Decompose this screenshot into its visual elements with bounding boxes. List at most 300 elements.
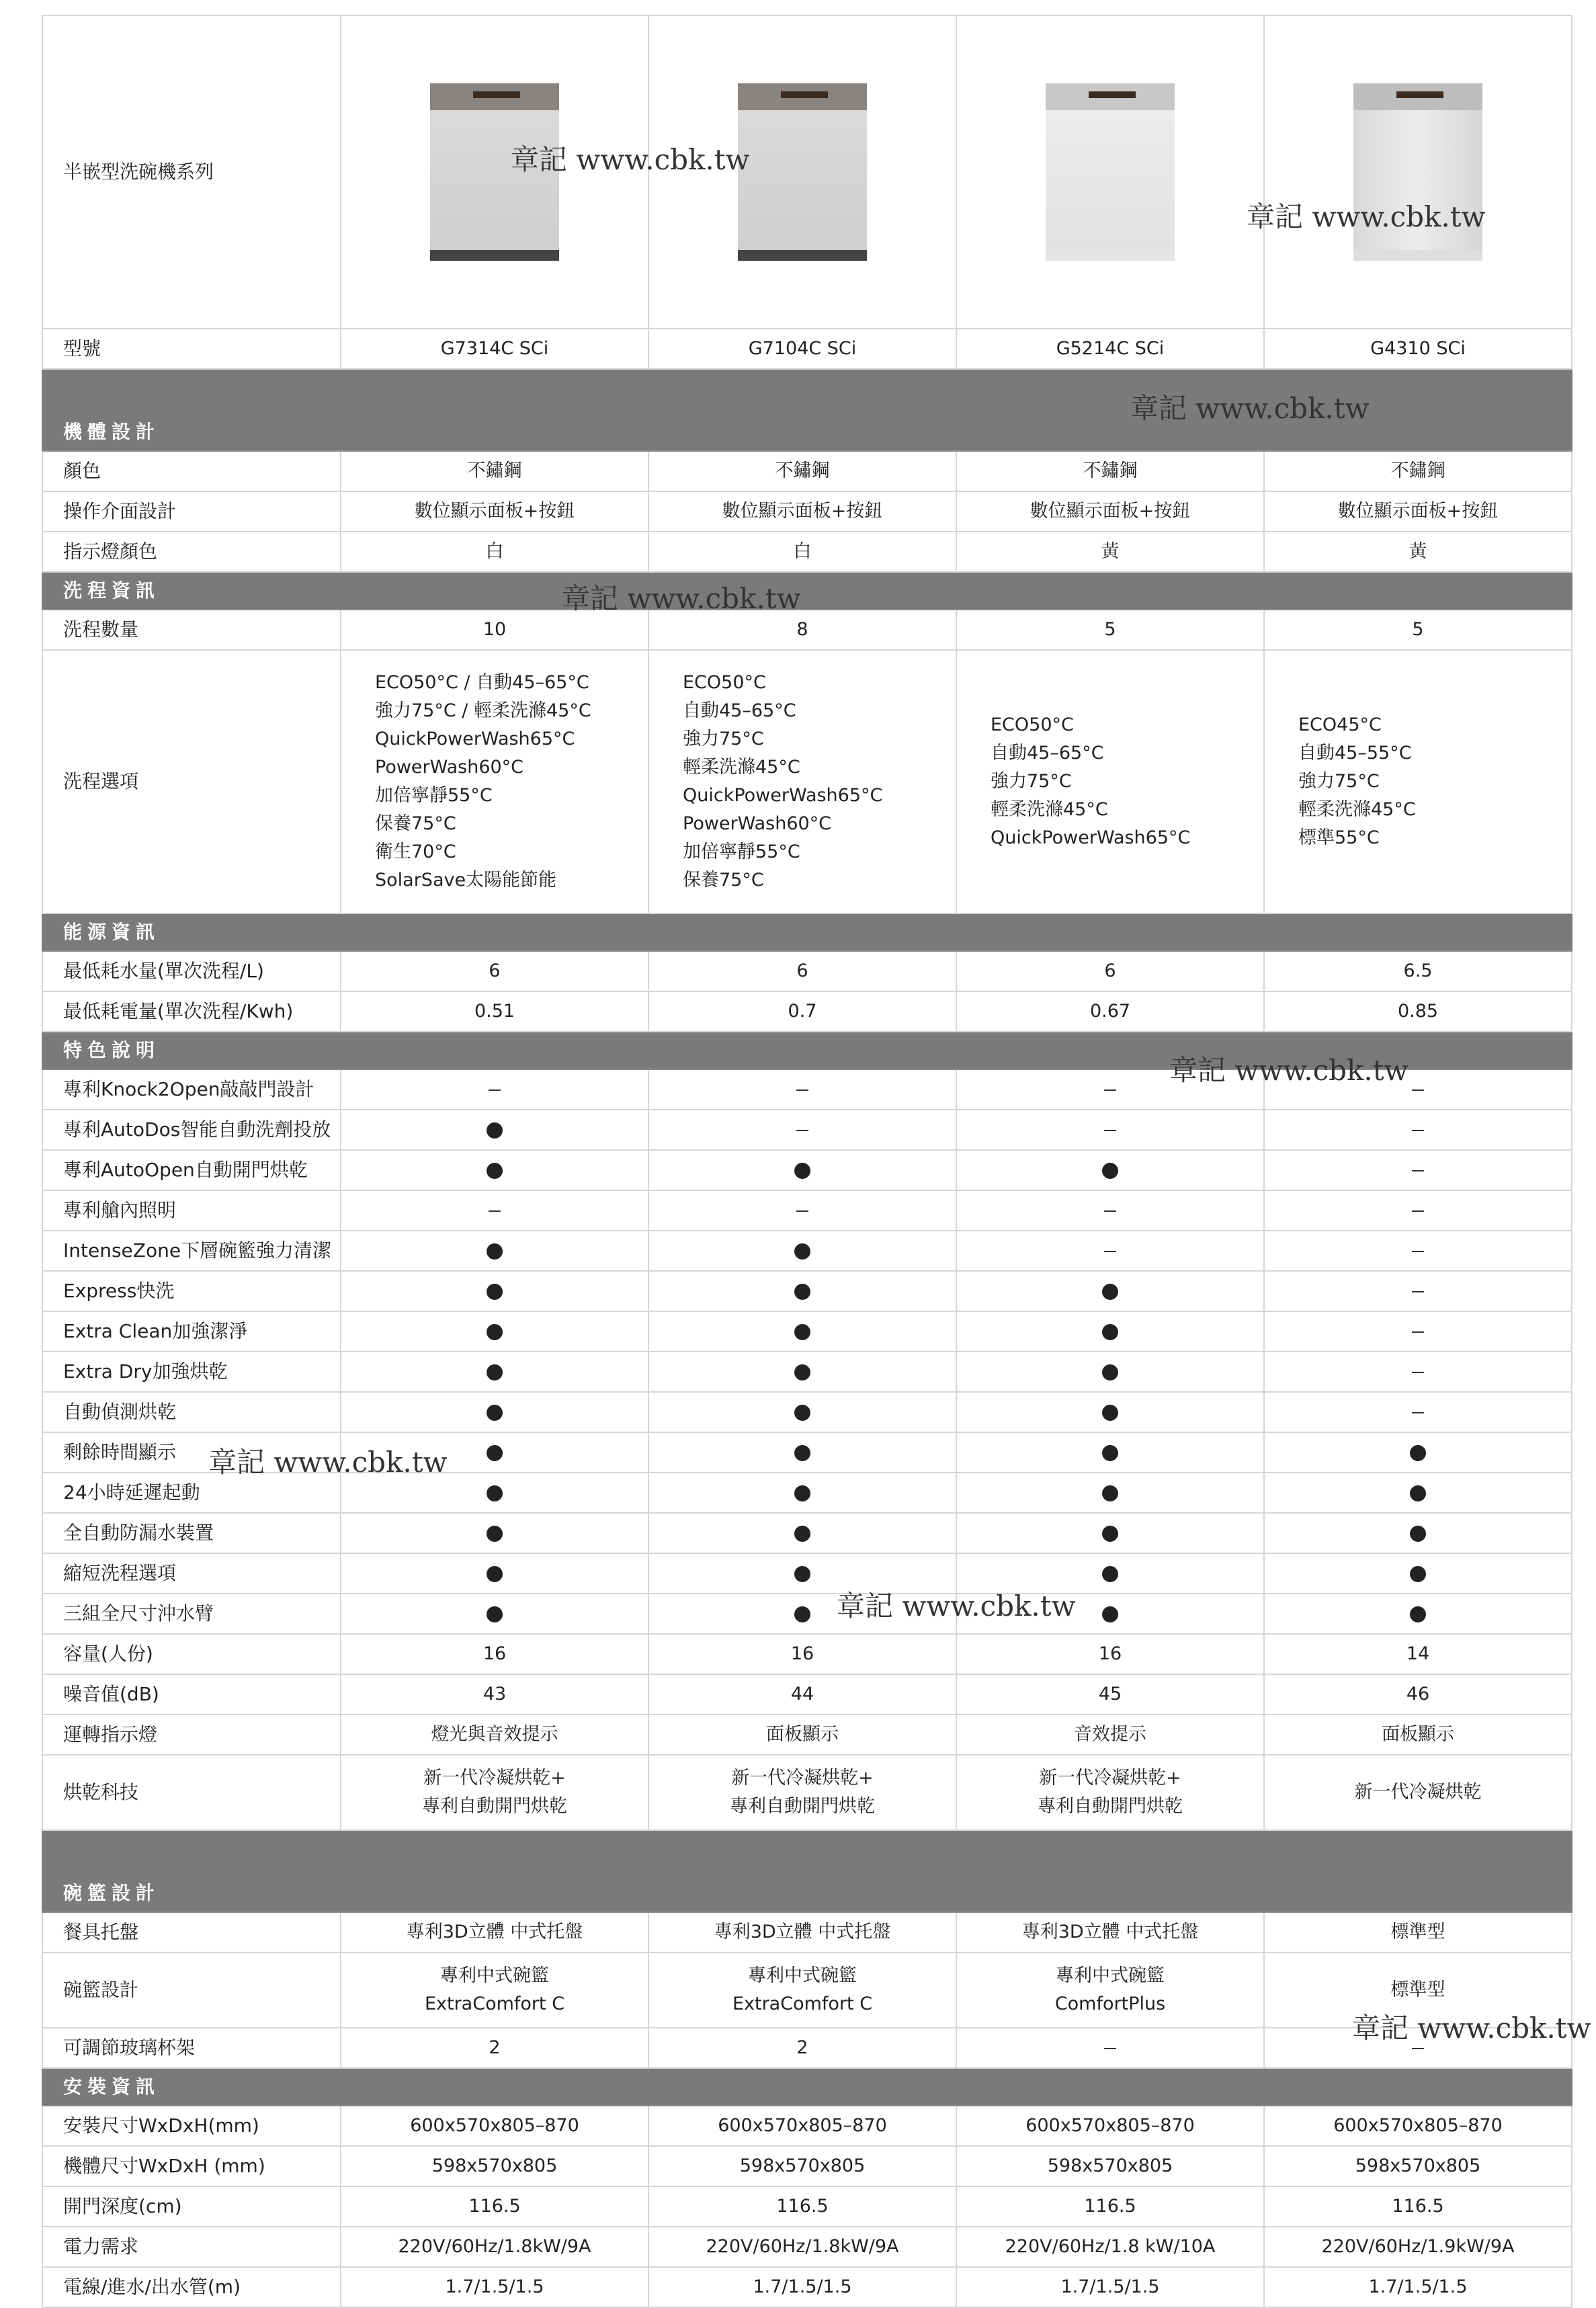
yes-dot-icon bbox=[487, 1163, 503, 1179]
cycle-option: 標準55°C bbox=[1298, 827, 1380, 848]
spec-row bbox=[42, 1912, 1572, 1952]
value-line: 專利3D立體 中式托盤 bbox=[406, 1922, 583, 1942]
cycle-options-cell bbox=[956, 650, 1264, 913]
yes-dot-icon bbox=[1102, 1566, 1118, 1582]
yes-dot-icon bbox=[794, 1526, 810, 1542]
value-cell bbox=[956, 1755, 1264, 1830]
no-dash-icon bbox=[1104, 1210, 1116, 1212]
value-cell bbox=[648, 1110, 956, 1150]
section-title: 能源資訊 bbox=[42, 913, 341, 951]
row-label: 最低耗水量(單次洗程/L) bbox=[42, 951, 341, 991]
model-label: 型號 bbox=[42, 329, 341, 369]
value-cell: 10 bbox=[341, 610, 648, 650]
cycle-option: QuickPowerWash65°C bbox=[991, 827, 1191, 848]
row-label: 最低耗電量(單次洗程/Kwh) bbox=[42, 991, 341, 1032]
value-cell: 16 bbox=[341, 1634, 648, 1674]
yes-dot-icon bbox=[1102, 1445, 1118, 1461]
yes-dot-icon bbox=[487, 1324, 503, 1340]
value-line: 標準型 bbox=[1390, 1922, 1445, 1942]
watermark: 章記 www.cbk.tw bbox=[1352, 2012, 1591, 2045]
yes-dot-icon bbox=[487, 1243, 503, 1260]
row-label: 操作介面設計 bbox=[42, 491, 341, 532]
spec-row bbox=[42, 1150, 1572, 1190]
value-cell bbox=[648, 1755, 956, 1830]
yes-dot-icon bbox=[1410, 1485, 1426, 1501]
no-dash-icon bbox=[1104, 1251, 1116, 1252]
value-cell bbox=[341, 1755, 648, 1830]
section-cell bbox=[341, 2068, 648, 2106]
watermark: 章記 www.cbk.tw bbox=[837, 1590, 1076, 1622]
row-label: 專利AutoDos智能自動洗劑投放 bbox=[42, 1110, 341, 1150]
row-label: 運轉指示燈 bbox=[42, 1715, 341, 1755]
dishwasher-image bbox=[738, 83, 867, 261]
cycle-options-list bbox=[991, 711, 1190, 852]
spec-row bbox=[42, 1634, 1572, 1674]
yes-dot-icon bbox=[1410, 1566, 1426, 1582]
product-image-4 bbox=[1264, 15, 1572, 329]
row-label: 專利Knock2Open敲敲門設計 bbox=[42, 1069, 341, 1110]
row-label: 剩餘時間顯示 bbox=[42, 1432, 341, 1473]
row-label: 專利艙內照明 bbox=[42, 1190, 341, 1231]
cycle-option: 加倍寧靜55°C bbox=[375, 785, 493, 806]
value-cell: 43 bbox=[341, 1674, 648, 1715]
yes-dot-icon bbox=[794, 1163, 810, 1179]
cycle-option: 加倍寧靜55°C bbox=[683, 841, 800, 862]
row-label: 縮短洗程選項 bbox=[42, 1553, 341, 1594]
spec-table bbox=[42, 15, 1572, 2308]
no-dash-icon bbox=[1412, 1412, 1424, 1413]
cycle-option: ECO45°C bbox=[1298, 714, 1382, 735]
value-cell: 面板顯示 bbox=[1264, 1715, 1572, 1755]
spec-row bbox=[42, 1190, 1572, 1231]
section-header bbox=[42, 1874, 1572, 1912]
section-cell bbox=[648, 1874, 956, 1912]
spec-row bbox=[42, 991, 1572, 1032]
yes-dot-icon bbox=[794, 1284, 810, 1300]
value-cell bbox=[956, 1110, 1264, 1150]
value-cell: 不鏽鋼 bbox=[1264, 451, 1572, 491]
cycle-options-row bbox=[42, 650, 1572, 913]
value-line: 專利3D立體 中式托盤 bbox=[714, 1922, 891, 1942]
value-cell bbox=[1264, 1271, 1572, 1311]
value-cell: 598x570x805 bbox=[956, 2146, 1264, 2186]
value-cell bbox=[341, 1553, 648, 1594]
section-cell bbox=[341, 1032, 648, 1069]
value-cell: 燈光與音效提示 bbox=[341, 1715, 648, 1755]
value-cell: 數位顯示面板+按鈕 bbox=[341, 491, 648, 532]
value-cell: 0.51 bbox=[341, 991, 648, 1032]
yes-dot-icon bbox=[1102, 1163, 1118, 1179]
spec-row bbox=[42, 1271, 1572, 1311]
value-line: 新一代冷凝烘乾+ bbox=[423, 1768, 566, 1788]
model-cell: G7104C SCi bbox=[648, 329, 956, 369]
yes-dot-icon bbox=[487, 1566, 503, 1582]
value-cell: 黃 bbox=[1264, 532, 1572, 572]
cycle-options-cell bbox=[648, 650, 956, 913]
cycle-option: 輕柔洗滌45°C bbox=[683, 757, 800, 778]
yes-dot-icon bbox=[487, 1405, 503, 1421]
section-title: 機體設計 bbox=[42, 413, 341, 451]
section-band-cell bbox=[42, 1830, 1572, 1874]
row-label: 自動偵測烘乾 bbox=[42, 1392, 341, 1432]
value-cell: 16 bbox=[648, 1634, 956, 1674]
value-cell bbox=[956, 1150, 1264, 1190]
section-cell bbox=[956, 1874, 1264, 1912]
no-dash-icon bbox=[796, 1130, 808, 1131]
value-cell: 0.67 bbox=[956, 991, 1264, 1032]
value-cell: 116.5 bbox=[1264, 2186, 1572, 2227]
value-cell: 220V/60Hz/1.8kW/9A bbox=[341, 2227, 648, 2267]
cycle-option: 輕柔洗滌45°C bbox=[991, 799, 1108, 820]
section-cell bbox=[956, 913, 1264, 951]
no-dash-icon bbox=[1104, 2048, 1116, 2049]
series-title: 半嵌型洗碗機系列 bbox=[42, 15, 341, 329]
section-cell bbox=[648, 1032, 956, 1069]
spec-row bbox=[42, 1674, 1572, 1715]
value-cell: 598x570x805 bbox=[648, 2146, 956, 2186]
value-cell: 600x570x805–870 bbox=[1264, 2106, 1572, 2146]
model-cell: G5214C SCi bbox=[956, 329, 1264, 369]
value-cell: 220V/60Hz/1.8kW/9A bbox=[648, 2227, 956, 2267]
value-cell: 116.5 bbox=[956, 2186, 1264, 2227]
cycle-option: 強力75°C bbox=[991, 771, 1072, 792]
value-cell: 面板顯示 bbox=[648, 1715, 956, 1755]
value-cell bbox=[341, 1311, 648, 1352]
value-cell: 黃 bbox=[956, 532, 1264, 572]
no-dash-icon bbox=[1412, 2048, 1424, 2049]
value-cell bbox=[648, 1271, 956, 1311]
cycle-option: QuickPowerWash65°C bbox=[375, 729, 575, 749]
section-header bbox=[42, 913, 1572, 951]
value-cell: 6.5 bbox=[1264, 951, 1572, 991]
spec-row bbox=[42, 451, 1572, 491]
value-cell: 116.5 bbox=[341, 2186, 648, 2227]
no-dash-icon bbox=[1104, 1089, 1116, 1091]
value-cell bbox=[341, 1952, 648, 2028]
cycle-option: 自動45–65°C bbox=[991, 743, 1104, 764]
spec-row bbox=[42, 1392, 1572, 1432]
yes-dot-icon bbox=[487, 1445, 503, 1461]
value-cell: 46 bbox=[1264, 1674, 1572, 1715]
spec-row bbox=[42, 2106, 1572, 2146]
row-label: 電力需求 bbox=[42, 2227, 341, 2267]
yes-dot-icon bbox=[794, 1485, 810, 1501]
watermark: 章記 www.cbk.tw bbox=[1130, 392, 1370, 425]
spec-row bbox=[42, 2186, 1572, 2227]
value-cell: 不鏽鋼 bbox=[341, 451, 648, 491]
yes-dot-icon bbox=[794, 1405, 810, 1421]
value-cell bbox=[1264, 1473, 1572, 1513]
spec-row bbox=[42, 1110, 1572, 1150]
row-label: 專利AutoOpen自動開門烘乾 bbox=[42, 1150, 341, 1190]
value-cell bbox=[341, 1231, 648, 1271]
row-label: 碗籃設計 bbox=[42, 1952, 341, 2028]
value-line: ComfortPlus bbox=[1054, 1993, 1166, 2014]
row-label: 安裝尺寸WxDxH(mm) bbox=[42, 2106, 341, 2146]
value-cell: 5 bbox=[956, 610, 1264, 650]
value-cell bbox=[648, 2028, 956, 2068]
value-cell: 600x570x805–870 bbox=[341, 2106, 648, 2146]
value-cell bbox=[341, 1271, 648, 1311]
value-cell bbox=[956, 1392, 1264, 1432]
value-cell bbox=[1264, 1110, 1572, 1150]
value-cell: 數位顯示面板+按鈕 bbox=[956, 491, 1264, 532]
value-cell bbox=[648, 1392, 956, 1432]
value-cell bbox=[1264, 1231, 1572, 1271]
value-cell bbox=[956, 2028, 1264, 2068]
row-label: 電線/進水/出水管(m) bbox=[42, 2267, 341, 2307]
row-label: 機體尺寸WxDxH (mm) bbox=[42, 2146, 341, 2186]
value-cell bbox=[341, 1110, 648, 1150]
product-image-row bbox=[42, 15, 1572, 329]
no-dash-icon bbox=[489, 1089, 501, 1091]
yes-dot-icon bbox=[794, 1243, 810, 1260]
value-cell bbox=[648, 1952, 956, 2028]
value-line: 專利自動開門烘乾 bbox=[422, 1796, 567, 1817]
value-cell: 數位顯示面板+按鈕 bbox=[1264, 491, 1572, 532]
value-cell bbox=[341, 1912, 648, 1952]
no-dash-icon bbox=[796, 1210, 808, 1212]
value-line: 2 bbox=[489, 2037, 501, 2058]
no-dash-icon bbox=[1412, 1372, 1424, 1373]
value-cell bbox=[1264, 1150, 1572, 1190]
section-cell bbox=[1264, 2068, 1572, 2106]
spec-row bbox=[42, 2227, 1572, 2267]
value-cell bbox=[648, 1912, 956, 1952]
value-cell bbox=[1264, 1755, 1572, 1830]
spec-row bbox=[42, 1311, 1572, 1352]
cycle-option: 衛生70°C bbox=[375, 841, 456, 862]
value-cell bbox=[1264, 1553, 1572, 1594]
value-cell bbox=[341, 1352, 648, 1392]
row-label: Express快洗 bbox=[42, 1271, 341, 1311]
value-cell: 不鏽鋼 bbox=[648, 451, 956, 491]
row-label: 噪音值(dB) bbox=[42, 1674, 341, 1715]
no-dash-icon bbox=[1412, 1210, 1424, 1212]
cycle-options-cell bbox=[341, 650, 648, 913]
no-dash-icon bbox=[796, 1089, 808, 1091]
yes-dot-icon bbox=[794, 1445, 810, 1461]
spec-sheet bbox=[42, 15, 1571, 2308]
value-cell: 598x570x805 bbox=[1264, 2146, 1572, 2186]
yes-dot-icon bbox=[487, 1364, 503, 1380]
value-cell bbox=[956, 1352, 1264, 1392]
spec-row bbox=[42, 1231, 1572, 1271]
section-cell bbox=[956, 2068, 1264, 2106]
cycle-option: ECO50°C bbox=[683, 672, 766, 693]
value-cell: 0.7 bbox=[648, 991, 956, 1032]
cycle-option: ECO50°C bbox=[991, 714, 1074, 735]
no-dash-icon bbox=[1412, 1089, 1424, 1091]
value-cell bbox=[648, 1190, 956, 1231]
cycle-option: 強力75°C bbox=[1298, 771, 1380, 792]
spec-row bbox=[42, 491, 1572, 532]
cycle-option: QuickPowerWash65°C bbox=[683, 785, 883, 806]
value-cell: 14 bbox=[1264, 1634, 1572, 1674]
spec-row bbox=[42, 951, 1572, 991]
value-cell bbox=[1264, 1912, 1572, 1952]
value-cell: 220V/60Hz/1.9kW/9A bbox=[1264, 2227, 1572, 2267]
value-line: 專利自動開門烘乾 bbox=[730, 1796, 875, 1817]
value-cell bbox=[341, 2028, 648, 2068]
yes-dot-icon bbox=[487, 1122, 503, 1139]
cycle-options-list bbox=[1298, 711, 1416, 852]
yes-dot-icon bbox=[794, 1324, 810, 1340]
value-cell: 6 bbox=[648, 951, 956, 991]
cycle-options-list bbox=[683, 669, 882, 895]
section-header bbox=[42, 2068, 1572, 2106]
row-label: 三組全尺寸沖水臂 bbox=[42, 1594, 341, 1634]
value-cell bbox=[956, 1513, 1264, 1553]
spec-row bbox=[42, 1513, 1572, 1553]
section-title: 安裝資訊 bbox=[42, 2068, 341, 2106]
value-cell: 16 bbox=[956, 1634, 1264, 1674]
watermark: 章記 www.cbk.tw bbox=[1247, 200, 1486, 233]
value-line: 新一代冷凝烘乾+ bbox=[731, 1768, 874, 1788]
row-label: 洗程數量 bbox=[42, 610, 341, 650]
value-line: ExtraComfort C bbox=[424, 1993, 565, 2014]
cycle-option: 自動45–55°C bbox=[1298, 743, 1412, 764]
value-cell: 數位顯示面板+按鈕 bbox=[648, 491, 956, 532]
value-cell bbox=[956, 1231, 1264, 1271]
value-cell bbox=[648, 1069, 956, 1110]
value-line: 2 bbox=[796, 2037, 808, 2058]
value-cell bbox=[956, 1311, 1264, 1352]
yes-dot-icon bbox=[487, 1284, 503, 1300]
section-cell bbox=[341, 913, 648, 951]
value-cell bbox=[648, 1231, 956, 1271]
value-cell: 不鏽鋼 bbox=[956, 451, 1264, 491]
value-cell: 1.7/1.5/1.5 bbox=[1264, 2267, 1572, 2307]
value-line: 標準型 bbox=[1390, 1979, 1445, 2000]
yes-dot-icon bbox=[1102, 1324, 1118, 1340]
row-label: 餐具托盤 bbox=[42, 1912, 341, 1952]
yes-dot-icon bbox=[794, 1566, 810, 1582]
row-label: 洗程選項 bbox=[42, 650, 341, 913]
model-cell: G4310 SCi bbox=[1264, 329, 1572, 369]
value-cell bbox=[1264, 1594, 1572, 1634]
value-cell: 6 bbox=[341, 951, 648, 991]
value-cell bbox=[956, 1952, 1264, 2028]
yes-dot-icon bbox=[1102, 1284, 1118, 1300]
watermark: 章記 www.cbk.tw bbox=[511, 143, 750, 176]
value-cell bbox=[1264, 1352, 1572, 1392]
yes-dot-icon bbox=[487, 1606, 503, 1622]
value-cell: 白 bbox=[648, 532, 956, 572]
row-label: Extra Dry加強烘乾 bbox=[42, 1352, 341, 1392]
model-row bbox=[42, 329, 1572, 369]
cycle-option: PowerWash60°C bbox=[375, 757, 524, 778]
value-cell bbox=[341, 1190, 648, 1231]
value-line: ExtraComfort C bbox=[732, 1993, 873, 2014]
yes-dot-icon bbox=[1410, 1526, 1426, 1542]
spec-row bbox=[42, 1352, 1572, 1392]
cycle-option: 保養75°C bbox=[683, 870, 764, 891]
section-title: 洗程資訊 bbox=[42, 572, 341, 610]
value-cell bbox=[648, 1473, 956, 1513]
product-image-3 bbox=[956, 15, 1264, 329]
cycle-option: PowerWash60°C bbox=[683, 813, 832, 834]
no-dash-icon bbox=[1412, 1251, 1424, 1252]
spec-row bbox=[42, 1553, 1572, 1594]
value-line: 專利3D立體 中式托盤 bbox=[1021, 1922, 1199, 1942]
value-line: 新一代冷凝烘乾 bbox=[1354, 1782, 1482, 1803]
yes-dot-icon bbox=[1102, 1485, 1118, 1501]
value-cell: 1.7/1.5/1.5 bbox=[956, 2267, 1264, 2307]
section-title: 碗籃設計 bbox=[42, 1874, 341, 1912]
value-cell bbox=[648, 1352, 956, 1392]
yes-dot-icon bbox=[1102, 1526, 1118, 1542]
value-cell bbox=[1264, 1432, 1572, 1473]
dishwasher-image bbox=[1046, 83, 1175, 261]
section-cell bbox=[341, 413, 648, 451]
value-cell bbox=[1264, 1392, 1572, 1432]
spec-row bbox=[42, 1755, 1572, 1830]
row-label: 開門深度(cm) bbox=[42, 2186, 341, 2227]
value-cell: 1.7/1.5/1.5 bbox=[341, 2267, 648, 2307]
cycle-option: 強力75°C / 輕柔洗滌45°C bbox=[375, 700, 591, 721]
yes-dot-icon bbox=[1102, 1364, 1118, 1380]
value-cell: 1.7/1.5/1.5 bbox=[648, 2267, 956, 2307]
value-cell: 5 bbox=[1264, 610, 1572, 650]
cycle-option: 輕柔洗滌45°C bbox=[1298, 799, 1416, 820]
watermark: 章記 www.cbk.tw bbox=[1169, 1054, 1409, 1087]
yes-dot-icon bbox=[794, 1606, 810, 1622]
value-cell bbox=[1264, 1190, 1572, 1231]
value-cell bbox=[648, 1150, 956, 1190]
value-cell bbox=[341, 1069, 648, 1110]
row-label: 全自動防漏水裝置 bbox=[42, 1513, 341, 1553]
row-label: 指示燈顏色 bbox=[42, 532, 341, 572]
section-cell bbox=[648, 913, 956, 951]
section-cell bbox=[1264, 572, 1572, 610]
spec-row bbox=[42, 2028, 1572, 2068]
value-cell: 6 bbox=[956, 951, 1264, 991]
value-cell: 220V/60Hz/1.8 kW/10A bbox=[956, 2227, 1264, 2267]
yes-dot-icon bbox=[794, 1364, 810, 1380]
cycle-options-list bbox=[375, 669, 591, 895]
value-cell bbox=[648, 1513, 956, 1553]
no-dash-icon bbox=[1412, 1291, 1424, 1292]
value-cell bbox=[956, 1432, 1264, 1473]
value-cell: 598x570x805 bbox=[341, 2146, 648, 2186]
value-cell: 116.5 bbox=[648, 2186, 956, 2227]
yes-dot-icon bbox=[1410, 1606, 1426, 1622]
value-cell: 44 bbox=[648, 1674, 956, 1715]
no-dash-icon bbox=[1104, 1130, 1116, 1131]
yes-dot-icon bbox=[487, 1526, 503, 1542]
row-label: 可調節玻璃杯架 bbox=[42, 2028, 341, 2068]
spec-row bbox=[42, 2146, 1572, 2186]
value-cell bbox=[956, 1912, 1264, 1952]
value-cell: 8 bbox=[648, 610, 956, 650]
no-dash-icon bbox=[1412, 1331, 1424, 1333]
watermark: 章記 www.cbk.tw bbox=[562, 582, 801, 615]
spec-row bbox=[42, 1952, 1572, 2028]
value-cell: 音效提示 bbox=[956, 1715, 1264, 1755]
cycle-option: ECO50°C / 自動45–65°C bbox=[375, 672, 589, 693]
spec-row bbox=[42, 1715, 1572, 1755]
yes-dot-icon bbox=[1102, 1405, 1118, 1421]
no-dash-icon bbox=[489, 1210, 501, 1212]
value-cell: 600x570x805–870 bbox=[648, 2106, 956, 2146]
section-cell bbox=[648, 413, 956, 451]
value-cell bbox=[1264, 1513, 1572, 1553]
row-label: 容量(人份) bbox=[42, 1634, 341, 1674]
yes-dot-icon bbox=[1102, 1606, 1118, 1622]
yes-dot-icon bbox=[1410, 1445, 1426, 1461]
value-cell: 0.85 bbox=[1264, 991, 1572, 1032]
